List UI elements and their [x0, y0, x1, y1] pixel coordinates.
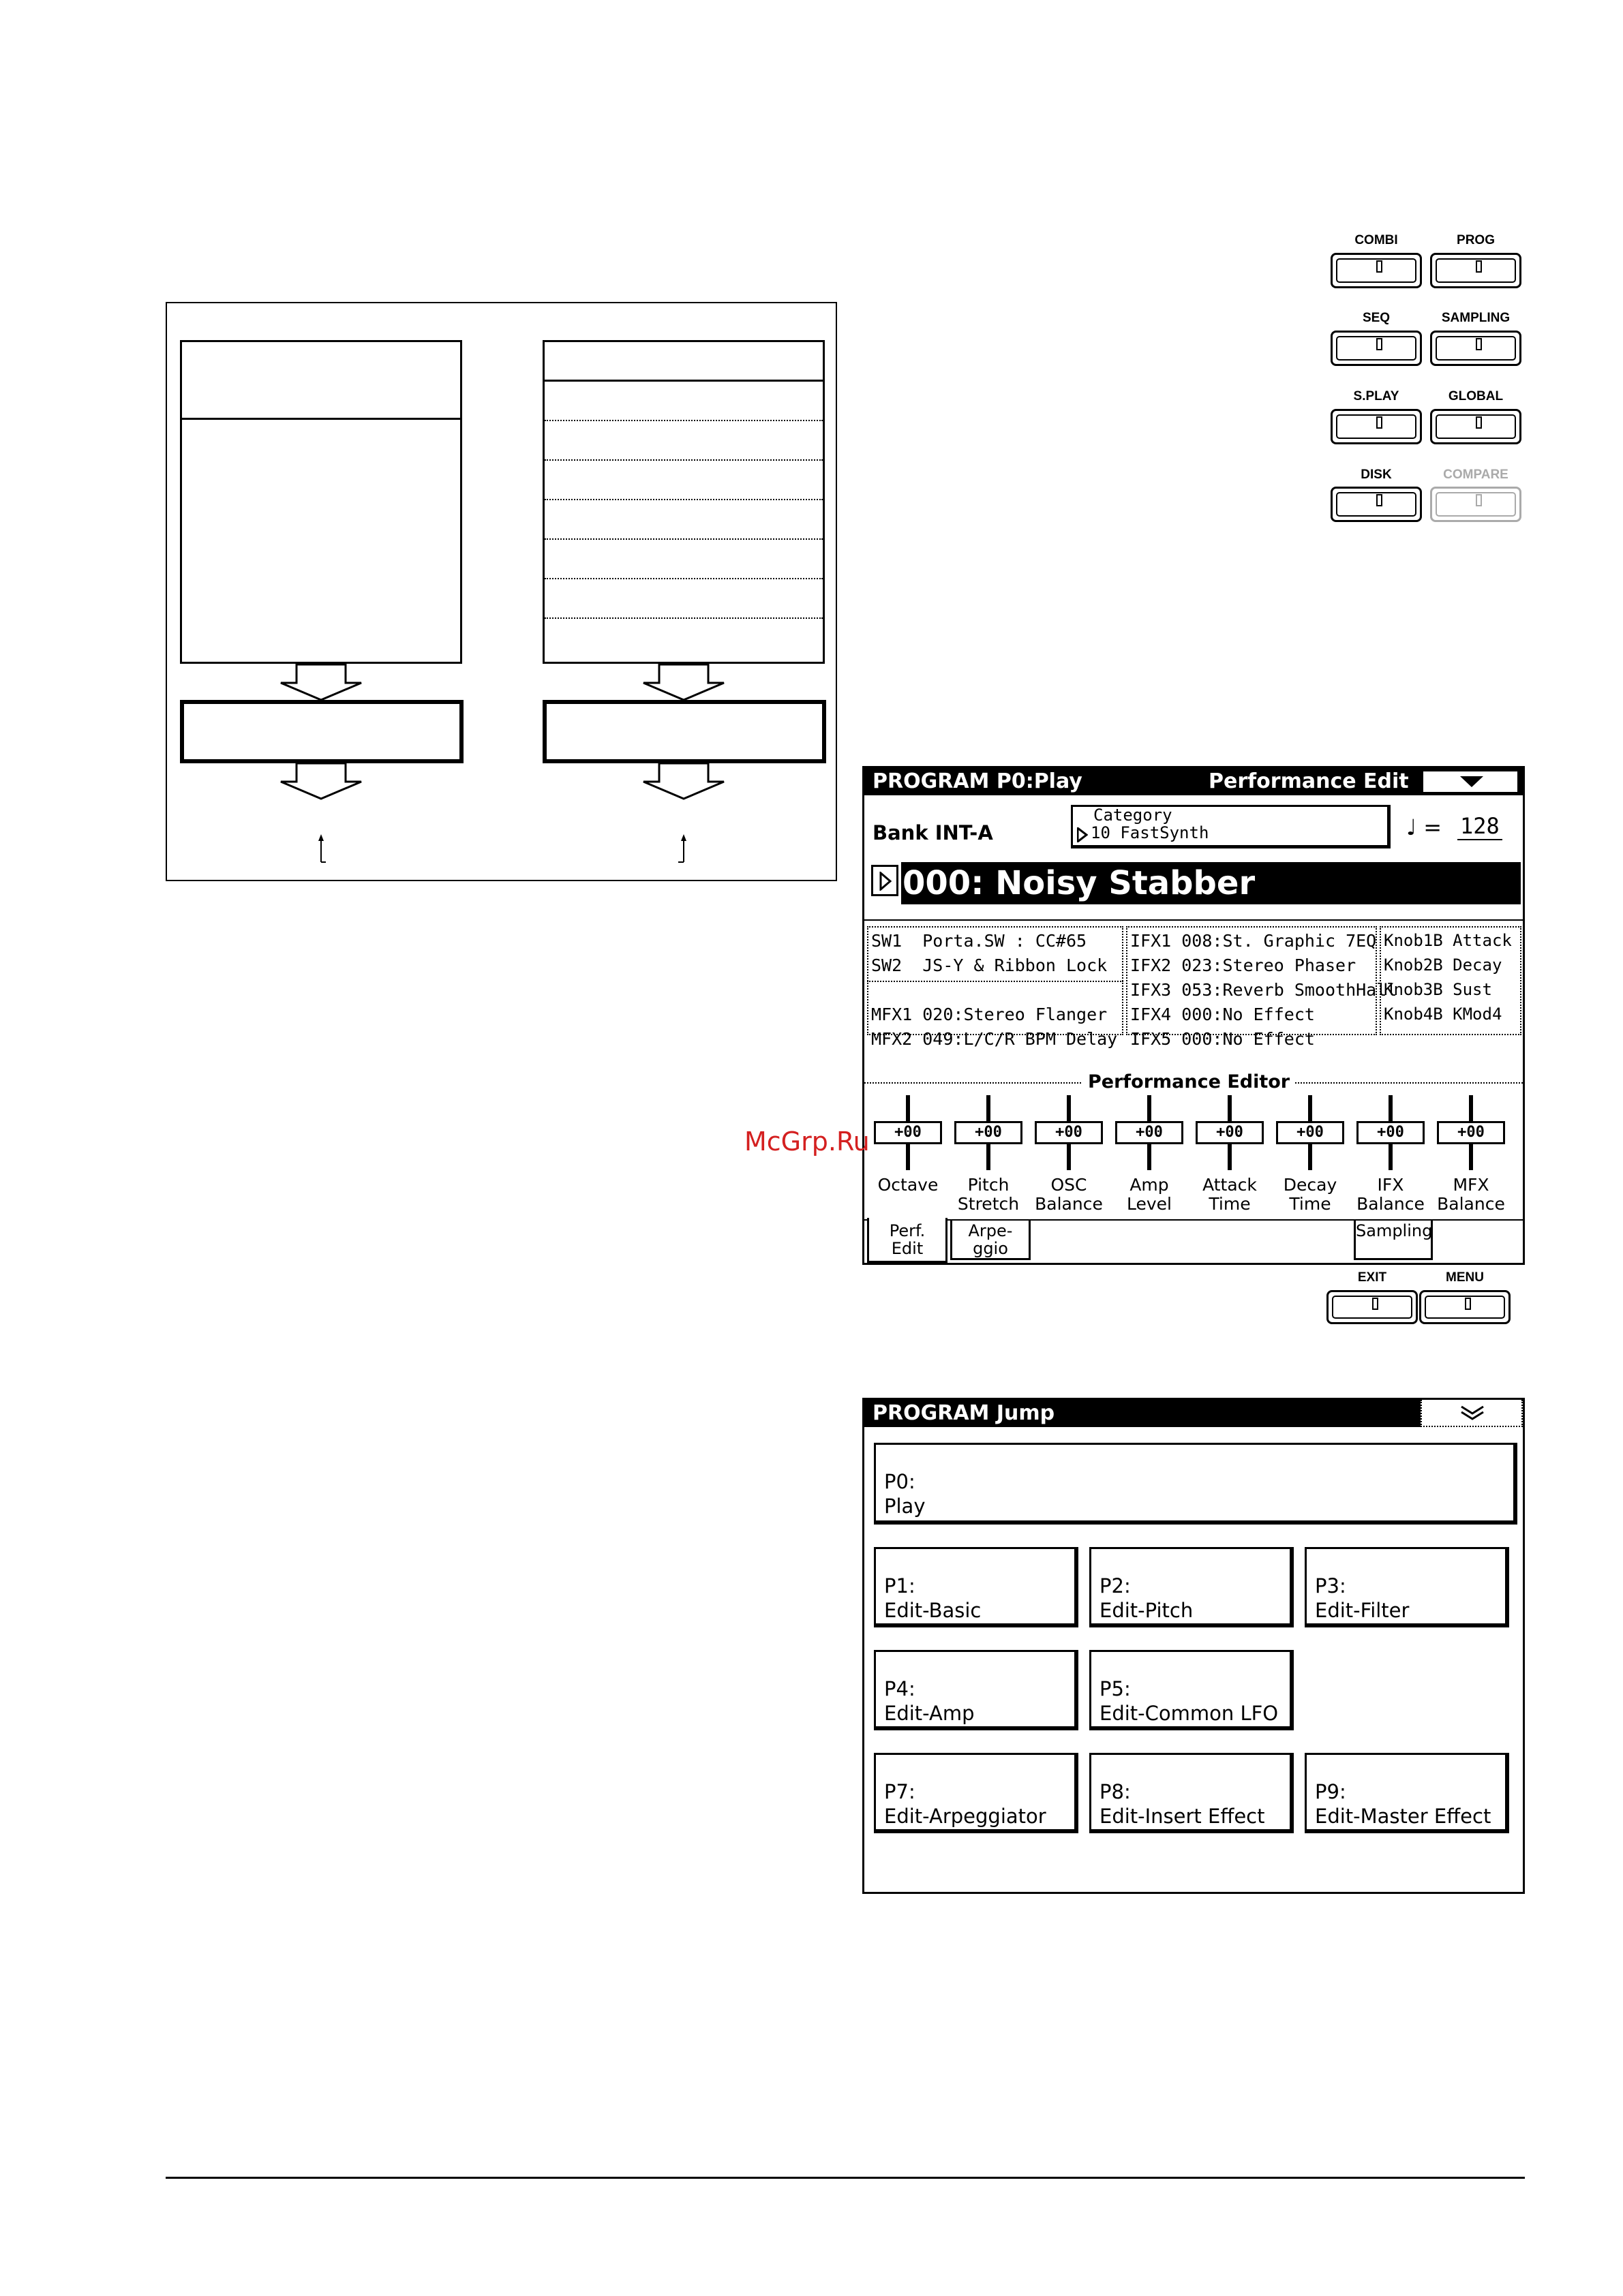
category-box[interactable]	[1071, 805, 1391, 848]
fader-label: Decay Time	[1283, 1175, 1337, 1214]
down-arrow	[643, 763, 724, 799]
fader-attack-time[interactable]: +00	[1196, 1095, 1264, 1197]
fader-pitch-stretch[interactable]: +00	[954, 1095, 1022, 1197]
fader-label: Amp Level	[1127, 1175, 1172, 1214]
lcd-title-bar	[864, 768, 1523, 795]
ifx4-assign: IFX4 000:No Effect	[1130, 1005, 1315, 1024]
jump-p5-edit-common-lfo[interactable]: P5: Edit-Common LFO	[1089, 1650, 1294, 1730]
combi-button[interactable]	[1331, 253, 1422, 288]
page-title: Performance Edit	[1209, 769, 1409, 793]
disk-label: DISK	[1361, 468, 1392, 482]
compare-button[interactable]	[1430, 487, 1521, 522]
tab-arpeggio[interactable]: Arpe- ggio	[950, 1221, 1031, 1260]
fader-label: Attack Time	[1202, 1175, 1257, 1214]
seq-button[interactable]	[1331, 331, 1422, 366]
exit-label: EXIT	[1357, 1270, 1387, 1285]
sw1-assign: SW1 Porta.SW : CC#65	[871, 931, 1087, 951]
program-jump-screen	[862, 1398, 1525, 1894]
fader-osc-balance[interactable]: +00	[1035, 1095, 1103, 1197]
compare-label: COMPARE	[1443, 468, 1508, 482]
fader-ifx-balance[interactable]: +00	[1356, 1095, 1425, 1197]
menu-button[interactable]	[1419, 1290, 1511, 1324]
fader-label: OSC Balance	[1035, 1175, 1103, 1214]
fader-label: Octave	[877, 1175, 939, 1195]
sampling-label: SAMPLING	[1441, 311, 1511, 325]
down-arrow	[281, 763, 361, 799]
global-label: GLOBAL	[1448, 389, 1504, 403]
splay-label: S.PLAY	[1353, 389, 1399, 403]
close-menu-button[interactable]	[1421, 1400, 1523, 1427]
triangle-right-icon	[879, 872, 892, 891]
combi-label: COMBI	[1354, 233, 1398, 247]
tempo-symbol: ♩ =	[1406, 814, 1442, 840]
sampling-button[interactable]	[1430, 331, 1521, 366]
program-select-button[interactable]	[871, 865, 898, 896]
page-menu-button[interactable]	[1422, 770, 1519, 793]
ifx5-assign: IFX5 000:No Effect	[1130, 1029, 1315, 1049]
jump-p3-edit-filter[interactable]: P3: Edit-Filter	[1305, 1547, 1509, 1627]
diagram-arrows	[167, 303, 836, 880]
sw2-assign: SW2 JS-Y & Ribbon Lock	[871, 955, 1108, 975]
disk-button[interactable]	[1331, 487, 1422, 522]
screen-title: PROGRAM P0:Play	[873, 769, 1082, 793]
jump-p7-edit-arpeggiator[interactable]: P7: Edit-Arpeggiator	[874, 1753, 1078, 1833]
jump-p4-edit-amp[interactable]: P4: Edit-Amp	[874, 1650, 1078, 1730]
tab-perf-edit[interactable]: Perf. Edit	[867, 1218, 947, 1263]
ifx3-assign: IFX3 053:Reverb SmoothHall	[1130, 980, 1397, 1000]
fader-mfx-balance[interactable]: +00	[1437, 1095, 1505, 1197]
ifx2-assign: IFX2 023:Stereo Phaser	[1130, 955, 1356, 975]
category-value: 10 FastSynth	[1091, 823, 1209, 842]
splay-button[interactable]	[1331, 409, 1422, 444]
lcd-title-bar	[864, 1400, 1421, 1427]
prog-label: PROG	[1457, 233, 1495, 247]
down-arrow	[643, 664, 724, 700]
ifx1-assign: IFX1 008:St. Graphic 7EQ	[1130, 931, 1377, 951]
menu-label: MENU	[1446, 1270, 1484, 1285]
jump-title: PROGRAM Jump	[873, 1401, 1055, 1425]
knob4-assign: Knob4B KMod4	[1384, 1005, 1502, 1024]
watermark: McGrp.Ru	[744, 1127, 870, 1157]
knob1-assign: Knob1B Attack	[1384, 931, 1512, 950]
seq-label: SEQ	[1362, 311, 1391, 325]
mfx1-assign: MFX1 020:Stereo Flanger	[871, 1005, 1108, 1024]
panel-divider	[867, 981, 1123, 982]
fader-octave[interactable]: +00	[874, 1095, 942, 1197]
footer-rule	[166, 2177, 1525, 2179]
prog-button[interactable]	[1430, 253, 1521, 288]
editor-title: Performance Editor	[1082, 1071, 1295, 1094]
jump-p9-edit-master-effect[interactable]: P9: Edit-Master Effect	[1305, 1753, 1509, 1833]
knob3-assign: Knob3B Sust	[1384, 980, 1492, 999]
category-label: Category	[1093, 806, 1172, 825]
bank-label[interactable]: Bank INT-A	[873, 821, 993, 844]
jump-p1-edit-basic[interactable]: P1: Edit-Basic	[874, 1547, 1078, 1627]
tempo-value[interactable]: 128	[1457, 813, 1502, 840]
jump-p8-edit-insert-effect[interactable]: P8: Edit-Insert Effect	[1089, 1753, 1294, 1833]
down-arrow	[281, 664, 361, 700]
program-structure-diagram	[166, 302, 837, 881]
divider	[864, 919, 1523, 921]
knob2-assign: Knob2B Decay	[1384, 955, 1502, 975]
program-name[interactable]: 000: Noisy Stabber	[901, 862, 1521, 904]
global-button[interactable]	[1430, 409, 1521, 444]
jump-p2-edit-pitch[interactable]: P2: Edit-Pitch	[1089, 1547, 1294, 1627]
fader-label: Pitch Stretch	[957, 1175, 1020, 1214]
double-chevron-down-icon	[1459, 1404, 1486, 1422]
fader-decay-time[interactable]: +00	[1276, 1095, 1344, 1197]
fader-label: IFX Balance	[1356, 1175, 1425, 1214]
triangle-down-icon	[1460, 776, 1483, 789]
mfx2-assign: MFX2 049:L/C/R BPM Delay	[871, 1029, 1118, 1049]
triangle-right-icon	[1077, 827, 1088, 842]
fader-amp-level[interactable]: +00	[1115, 1095, 1183, 1197]
tab-sampling[interactable]: Sampling	[1354, 1221, 1433, 1260]
fader-label: MFX Balance	[1437, 1175, 1505, 1214]
exit-button[interactable]	[1326, 1290, 1418, 1324]
jump-p0-play[interactable]: P0: Play	[874, 1443, 1517, 1525]
program-play-screen	[862, 766, 1525, 1265]
